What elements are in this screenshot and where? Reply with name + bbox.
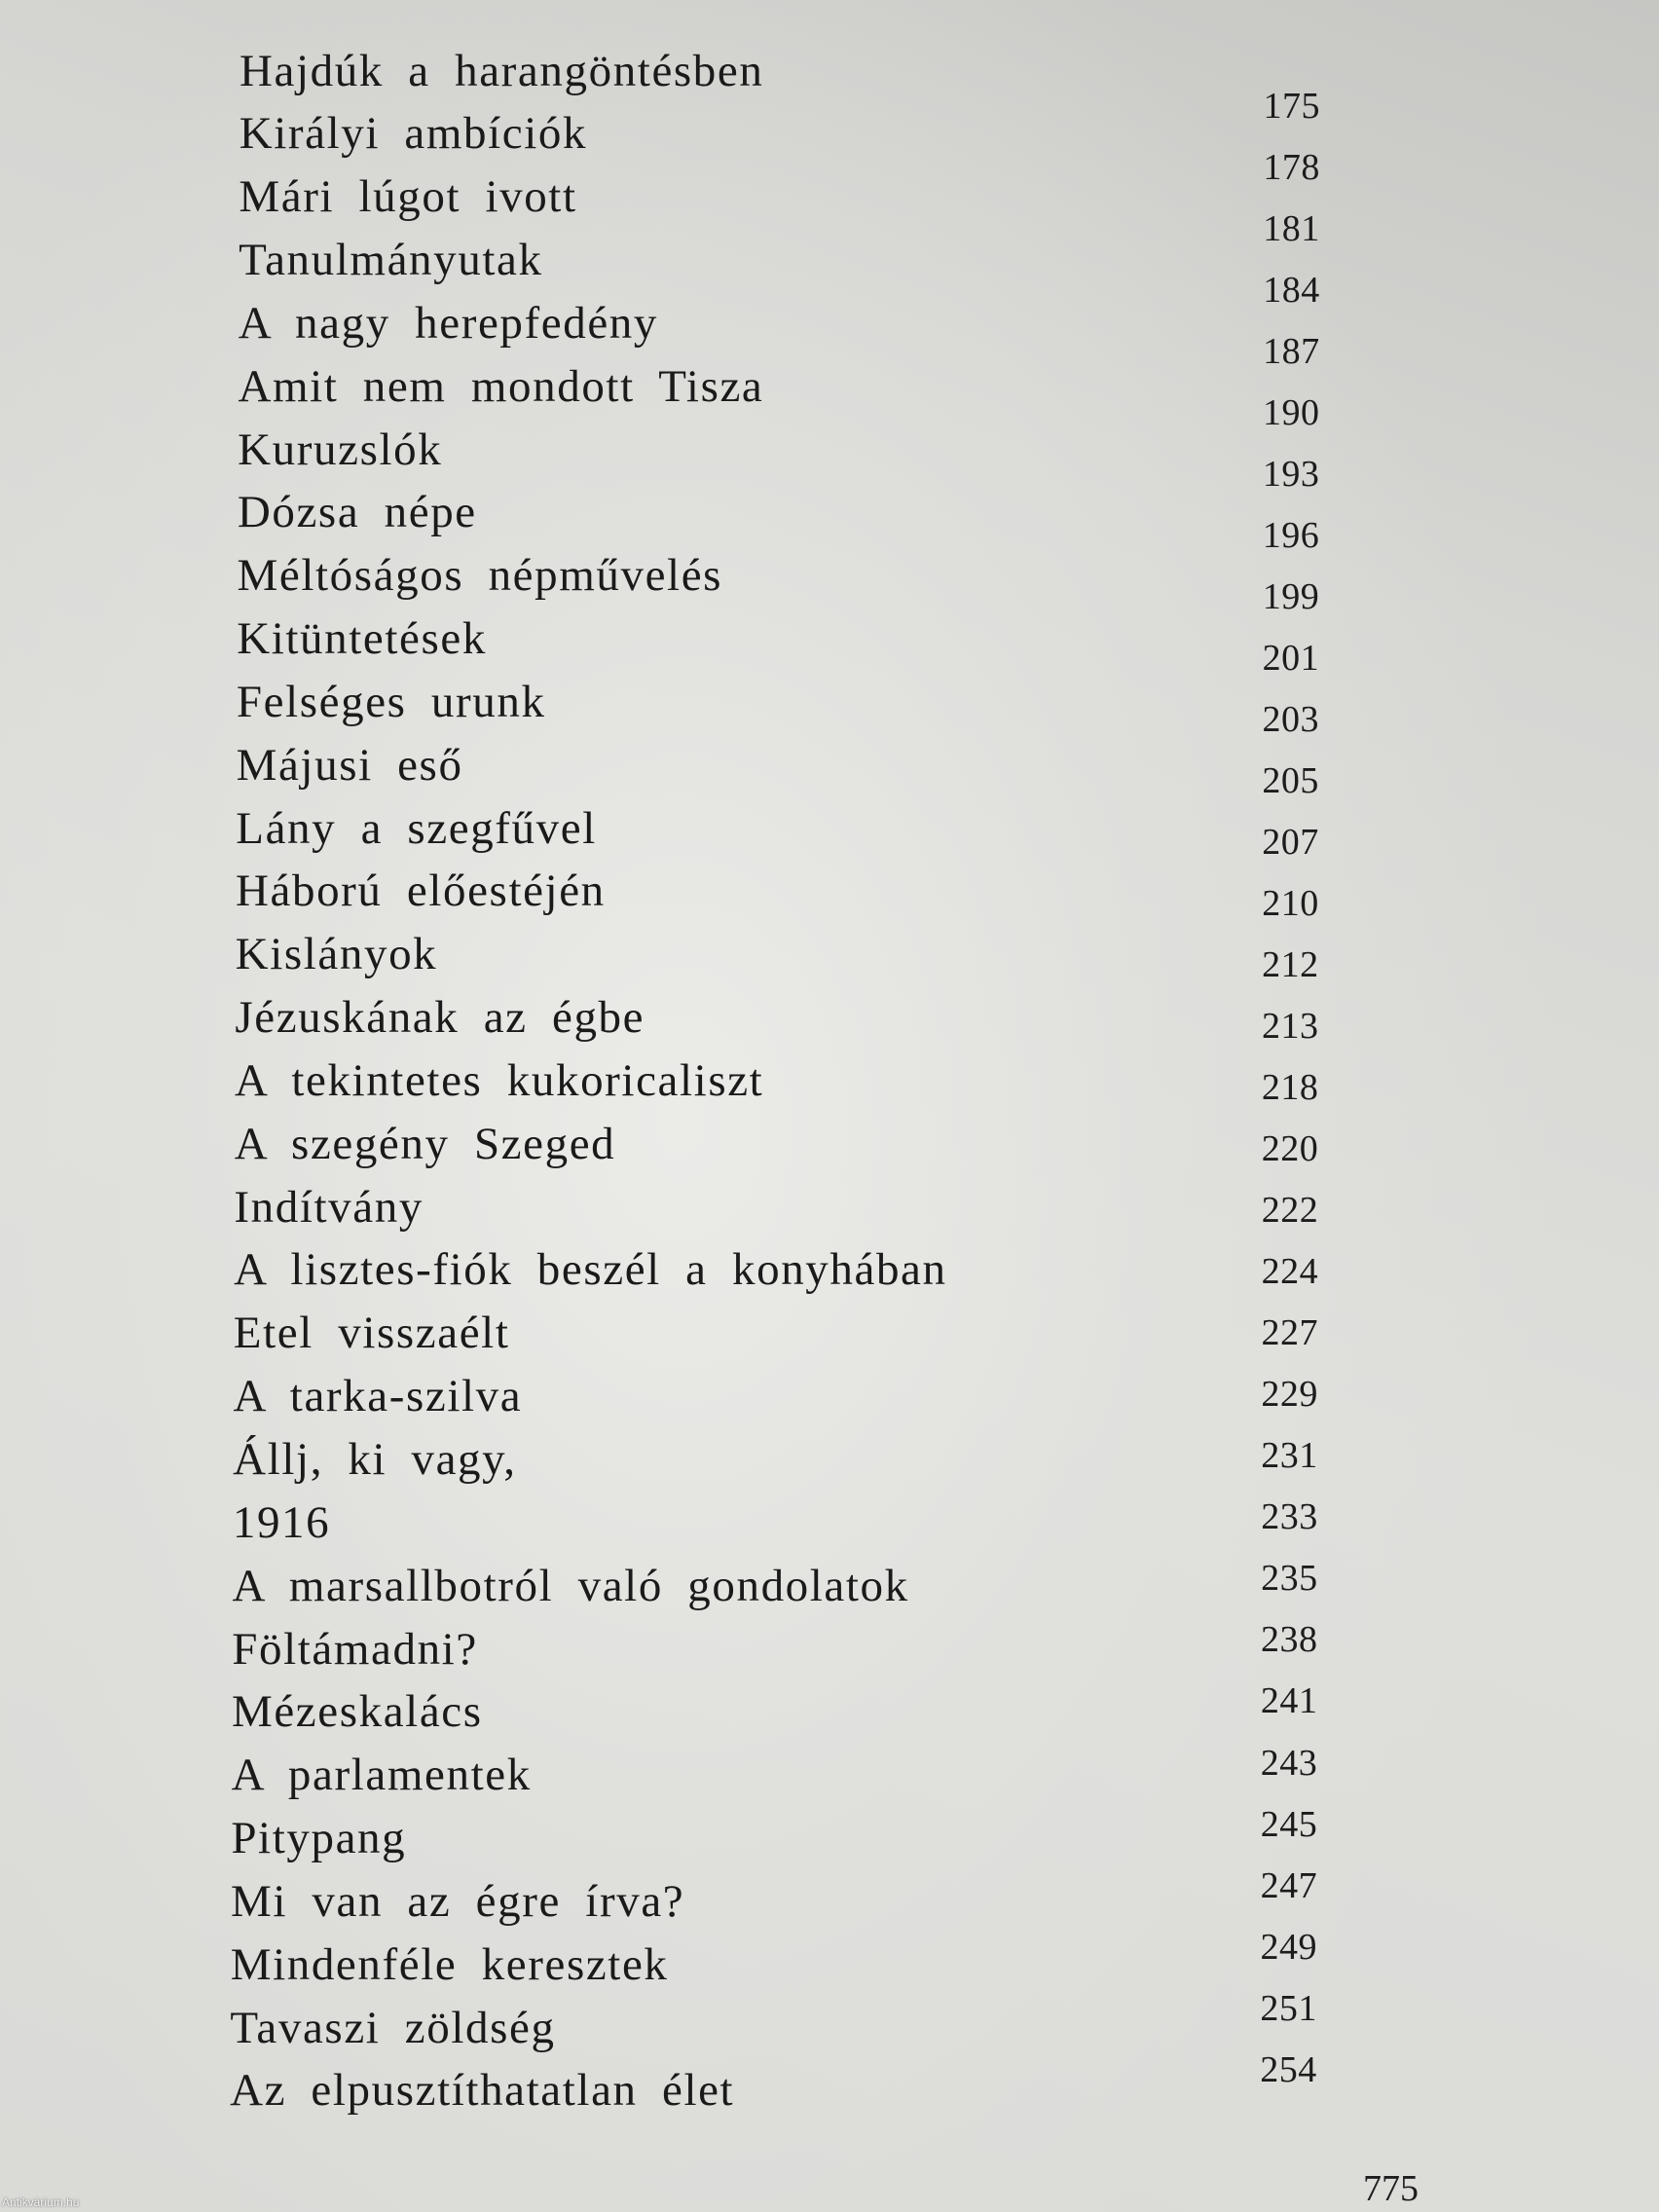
toc-entry-title: Pitypang (231, 1813, 407, 1864)
toc-entry-page-number: 184 (1263, 269, 1320, 311)
toc-entry-page-number: 205 (1262, 760, 1319, 802)
toc-entry-title: Mári lúgot ivott (239, 171, 577, 223)
toc-entry-page-number: 203 (1262, 699, 1319, 740)
toc-entry-page-number: 201 (1262, 637, 1320, 679)
toc-entry-page-number: 199 (1262, 575, 1320, 617)
toc-entry-title: Jézuskának az égbe (235, 992, 645, 1044)
toc-entry-title: Tavaszi zöldség (230, 2002, 556, 2053)
toc-entry-title: A lisztes-fiók beszél a konyhában (234, 1244, 947, 1296)
toc-entry-title: Föltámadni? (232, 1623, 478, 1675)
toc-entry-page-number: 187 (1263, 330, 1320, 372)
toc-entry-title: Kitüntetések (237, 613, 487, 665)
toc-entry-title: 1916 (232, 1496, 331, 1548)
toc-entry-page-number: 218 (1261, 1067, 1319, 1109)
toc-entry-title: Dózsa népe (237, 487, 477, 538)
toc-entry-title: A nagy herepfedény (238, 297, 659, 349)
toc-entry-page-number: 210 (1262, 883, 1319, 925)
toc-entry-page-number: 175 (1263, 85, 1320, 127)
toc-entry-title: Lány a szegfűvel (236, 802, 597, 854)
watermark: Antikvárium.hu (2, 2195, 80, 2209)
toc-entry-title: A parlamentek (231, 1750, 532, 1801)
toc-entry-page-number: 212 (1262, 944, 1319, 986)
toc-entry-page-number: 238 (1261, 1619, 1318, 1661)
toc-entry-title: Májusi eső (236, 739, 463, 791)
toc-entry-page-number: 254 (1260, 2048, 1317, 2090)
toc-entry-title: Az elpusztíthatatlan élet (230, 2065, 735, 2117)
toc-entry-page-number: 245 (1260, 1803, 1318, 1845)
toc-entry-page-number: 231 (1261, 1435, 1318, 1477)
toc-entry-page-number: 196 (1262, 514, 1320, 556)
toc-entry-page-number: 241 (1260, 1680, 1318, 1722)
toc-entry-title: Királyi ambíciók (239, 108, 588, 160)
toc-entry-title: Mi van az égre írva? (231, 1875, 685, 1927)
toc-entry-title: Kislányok (235, 929, 438, 980)
toc-entry-page-number: 233 (1261, 1496, 1318, 1538)
toc-entry-title: Mézeskalács (231, 1686, 483, 1738)
toc-entry-page-number: 224 (1261, 1251, 1319, 1293)
toc-entry-title: Felséges urunk (236, 676, 546, 727)
toc-entry-page-number: 243 (1260, 1742, 1318, 1784)
toc-entry-page-number: 222 (1261, 1190, 1319, 1232)
toc-entry-title: A tekintetes kukoricaliszt (235, 1054, 764, 1106)
toc-entry-page-number: 193 (1262, 453, 1320, 495)
toc-entry-title: A marsallbotról való gondolatok (232, 1560, 909, 1611)
toc-entry-title: Méltóságos népművelés (237, 550, 723, 602)
toc-entry-page-number: 220 (1261, 1128, 1319, 1170)
toc-entry-title: Mindenféle keresztek (230, 1938, 669, 1990)
toc-entry-title: A szegény Szeged (234, 1118, 616, 1169)
toc-entry-page-number: 251 (1260, 1987, 1317, 2029)
toc-entry-title: Háború előestéjén (235, 866, 606, 917)
toc-entry-title: Indítvány (234, 1181, 424, 1233)
toc-entry-title: Kuruzslók (238, 424, 443, 475)
toc-entry-page-number: 235 (1261, 1558, 1318, 1600)
toc-entry-page-number: 227 (1261, 1312, 1318, 1354)
page-number: 775 (1363, 2168, 1419, 2209)
toc-entry-title: A tarka-szilva (233, 1371, 523, 1422)
toc-entry-page-number: 207 (1262, 822, 1319, 864)
toc-entry-page-number: 229 (1261, 1374, 1318, 1416)
toc-entry-page-number: 181 (1263, 207, 1320, 249)
toc-entry-title: Amit nem mondott Tisza (238, 360, 764, 412)
toc-entry-page-number: 213 (1262, 1006, 1319, 1048)
toc-entry-page-number: 178 (1263, 146, 1320, 188)
toc-entry-title: Tanulmányutak (239, 235, 543, 286)
toc-entry-page-number: 190 (1263, 391, 1320, 433)
toc-entry-title: Hajdúk a harangöntésben (240, 45, 764, 96)
toc-entry-page-number: 247 (1260, 1864, 1318, 1906)
toc-entry-title: Etel visszaélt (233, 1308, 510, 1359)
toc-entry-page-number: 249 (1260, 1926, 1317, 1968)
toc-entry-title: Állj, ki vagy, (233, 1433, 517, 1485)
